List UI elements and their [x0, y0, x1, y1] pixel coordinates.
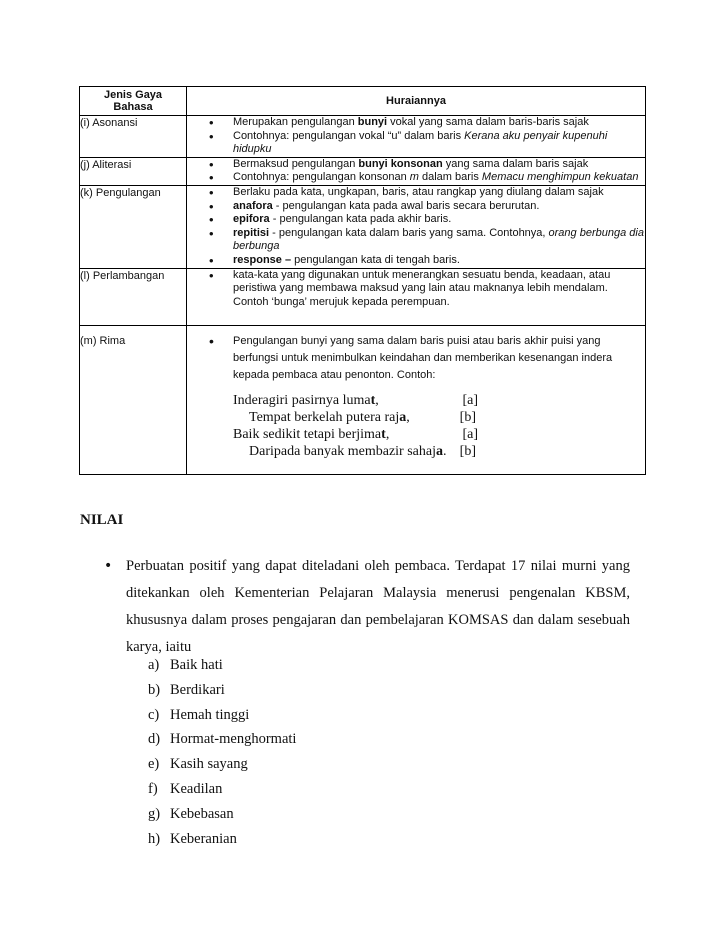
text-segment: - pengulangan kata pada awal baris secara berurutan.	[272, 199, 540, 212]
list-letter: b)	[148, 681, 161, 698]
list-item	[148, 727, 296, 752]
text-segment: vokal yang sama dalam baris-baris sajak	[387, 116, 589, 128]
list-text: Hemah tinggi	[170, 706, 250, 723]
list-letter: a)	[148, 657, 160, 673]
pantun-post: ,	[385, 426, 390, 442]
list-text: Keadilan	[170, 780, 223, 797]
pantun-pre: Tempat berkelah putera raj	[249, 409, 400, 425]
row-jenis-label: (m) Rima	[80, 334, 126, 347]
bullet-list	[187, 269, 645, 310]
pantun-rhyme: a	[435, 443, 443, 459]
pantun-line-text	[233, 426, 389, 443]
nilai-paragraph: Perbuatan positif yang dapat diteladani oleh pembaca. Terdapat 17 nilai murni yang ditekankan oleh Kementerian Pelajaran Malaysia menerusi pengenalan KBSM, khususnya dalam proses pengajaran dan pembelajaran KOMSAS dan dalam sesebuah karya, iaitu	[126, 558, 630, 655]
row-jenis-label: (j) Aliterasi	[80, 158, 132, 171]
list-item	[148, 752, 296, 777]
text-segment: repitisi	[233, 226, 270, 239]
table-header-row	[80, 87, 646, 116]
row-jenis	[80, 116, 187, 158]
bullet-list	[187, 333, 645, 384]
pantun-line-text	[249, 409, 410, 426]
list-item	[148, 678, 296, 703]
row-huraian	[187, 268, 646, 325]
gaya-bahasa-table	[79, 86, 646, 475]
header-huraian-label: Huraiannya	[386, 95, 446, 107]
bullet-item	[187, 254, 645, 268]
bullet-item	[187, 227, 645, 254]
pantun-line-text	[249, 443, 446, 460]
pantun-line	[233, 443, 476, 460]
pantun-line	[233, 409, 476, 426]
text-segment: anafora	[233, 199, 273, 212]
rhyme-tag: [b]	[459, 409, 476, 425]
pantun-rhyme: t	[370, 392, 376, 408]
nilai-heading: NILAI	[80, 512, 124, 528]
bullet-item	[187, 200, 645, 214]
rhyme-tag: [b]	[459, 443, 476, 459]
text-segment: Berlaku pada kata, ungkapan, baris, atau rangkap yang diulang dalam sajak	[233, 185, 604, 198]
list-text: Kasih sayang	[170, 756, 248, 773]
text-segment: dalam baris	[418, 171, 482, 184]
list-letter: h)	[148, 830, 161, 847]
row-jenis-label: (i) Asonansi	[80, 117, 138, 129]
bullet-item	[187, 158, 645, 172]
table-row-rima	[80, 325, 646, 474]
text-segment: Bermaksud pengulangan	[233, 157, 359, 170]
pantun-pre: Daripada banyak membazir sahaj	[249, 443, 436, 459]
text-segment: kata-kata yang digunakan untuk menerangkan sesuatu benda, keadaan, atau peristiwa yang membawa maksud yang lain atau maknanya lebih mendalam. Contoh ‘bunga’ merujuk kepada perempuan.	[233, 268, 611, 308]
text-segment: bunyi konsonan	[358, 157, 443, 170]
header-huraian	[187, 87, 646, 116]
pantun-post: ,	[406, 409, 410, 425]
list-text: Kebebasan	[170, 805, 234, 822]
text-segment: Kerana aku penyair kupenuhi hidupku	[233, 129, 608, 156]
row-jenis	[80, 185, 187, 268]
row-huraian	[187, 325, 646, 474]
pantun-pre: Inderagiri pasirnya luma	[233, 392, 371, 408]
nilai-list	[148, 653, 296, 851]
pantun-rhyme: a	[399, 409, 407, 425]
bullet-item	[187, 171, 645, 185]
row-jenis	[80, 157, 187, 185]
list-text: Baik hati	[170, 657, 223, 673]
table-row	[80, 157, 646, 185]
nilai-bullet: •	[104, 558, 113, 574]
bullet-item	[187, 130, 645, 157]
row-huraian	[187, 157, 646, 185]
table-row	[80, 116, 646, 158]
rima-text: Pengulangan bunyi yang sama dalam baris puisi atau baris akhir puisi yang berfungsi untuk menimbulkan keindahan dan memberikan kesenangan indera kepada pembaca atau penonton. Contoh:	[233, 334, 613, 381]
list-text: Berdikari	[170, 681, 225, 698]
list-letter: f)	[148, 780, 158, 797]
text-segment: - pengulangan kata dalam baris yang sama. Contohnya,	[269, 226, 549, 239]
row-jenis	[80, 325, 187, 474]
bullet-list	[187, 186, 645, 268]
row-huraian	[187, 116, 646, 158]
list-item	[148, 703, 296, 728]
list-item	[148, 802, 296, 827]
table-row	[80, 268, 646, 325]
list-item	[148, 653, 296, 678]
bullet-list	[187, 158, 645, 185]
bullet-item	[187, 333, 645, 384]
list-letter: c)	[148, 706, 160, 723]
row-jenis	[80, 268, 187, 325]
pantun-post: .	[442, 443, 447, 459]
pantun-line-text	[233, 392, 379, 409]
text-segment: Memacu menghimpun kekuatan	[481, 171, 639, 184]
text-segment: Contohnya: pengulangan vokal “u” dalam baris	[233, 129, 465, 142]
pantun-line	[233, 426, 478, 443]
list-text: Hormat-menghormati	[170, 731, 297, 748]
pantun-example	[233, 392, 645, 460]
list-letter: d)	[148, 731, 161, 748]
row-huraian	[187, 185, 646, 268]
table-row	[80, 185, 646, 268]
rhyme-tag: [a]	[462, 426, 478, 442]
text-segment: orang berbunga dia berbunga	[233, 226, 644, 253]
text-segment: Contohnya: pengulangan konsonan	[233, 171, 410, 184]
bullet-item	[187, 269, 645, 310]
text-segment: epifora	[233, 213, 270, 226]
list-item	[148, 777, 296, 802]
pantun-line	[233, 392, 478, 409]
bullet-item	[187, 213, 645, 227]
row-jenis-label: (k) Pengulangan	[80, 186, 161, 199]
text-segment: response –	[233, 253, 292, 266]
rhyme-tag: [a]	[462, 392, 478, 408]
pantun-pre: Baik sedikit tetapi berjima	[233, 426, 382, 442]
list-letter: g)	[148, 805, 161, 822]
text-segment: m	[409, 171, 419, 184]
text-segment: yang sama dalam baris sajak	[442, 157, 589, 170]
bullet-list	[187, 116, 645, 157]
list-letter: e)	[148, 756, 160, 773]
pantun-post: ,	[375, 392, 379, 408]
header-jenis	[80, 87, 187, 116]
bullet-item	[187, 186, 645, 200]
text-segment: - pengulangan kata pada akhir baris.	[269, 213, 452, 226]
text-segment: bunyi	[357, 116, 388, 128]
text-segment: Merupakan pengulangan	[233, 116, 358, 128]
header-jenis-label: Jenis Gaya Bahasa	[103, 89, 163, 113]
pantun-rhyme: t	[381, 426, 386, 442]
list-item	[148, 827, 296, 852]
list-text: Keberanian	[170, 830, 237, 847]
row-jenis-label: (l) Perlambangan	[80, 269, 165, 282]
bullet-item	[187, 116, 645, 130]
text-segment: pengulangan kata di tengah baris.	[291, 253, 460, 266]
